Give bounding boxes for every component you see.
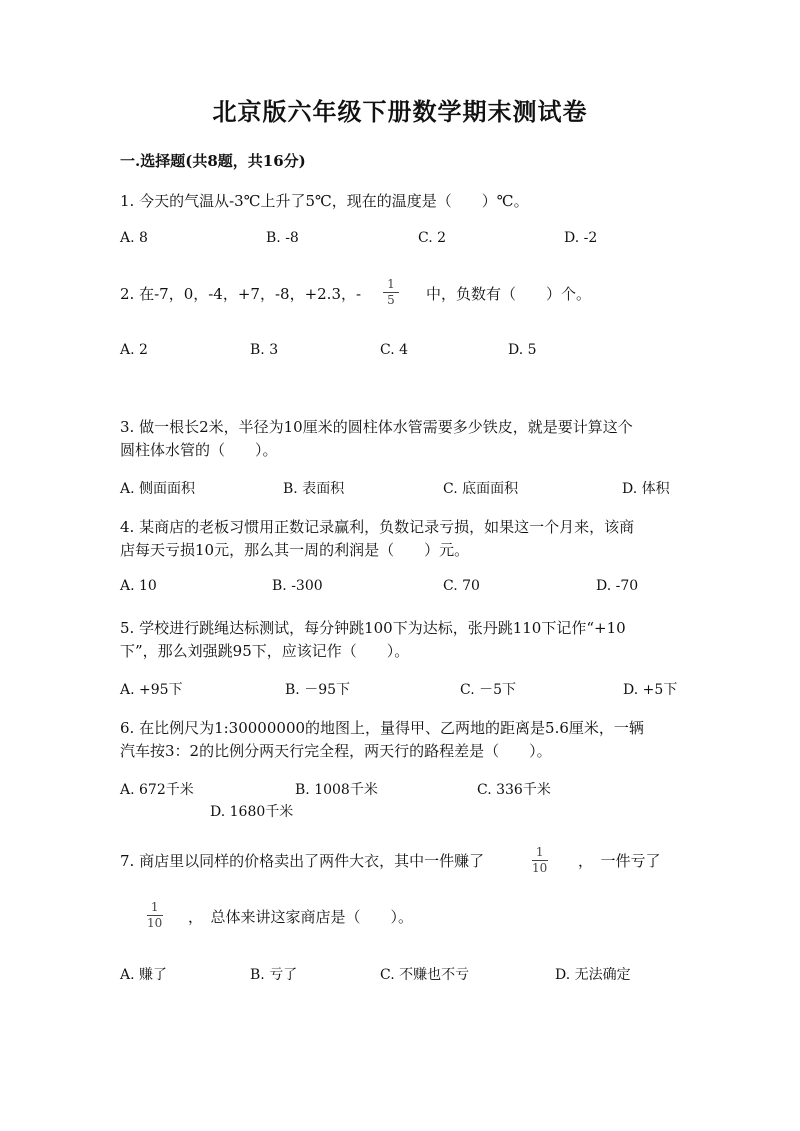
q7-option-c[interactable]: C. 不赚也不亏 [380,967,470,983]
fraction-numerator: 1 [535,845,544,859]
q1-option-d[interactable]: D. -2 [564,230,598,246]
q2-option-a[interactable]: A. 2 [120,342,148,358]
q7-option-b[interactable]: B. 亏了 [250,967,298,983]
question-7-text-middle: ， 一件亏了 [578,852,661,870]
q1-option-c[interactable]: C. 2 [418,230,447,246]
q2-option-c[interactable]: C. 4 [380,342,409,358]
question-6-line-1: 6. 在比例尺为1:30000000的地图上，量得甲、乙两地的距离是5.6厘米，一辆 [120,719,644,737]
question-4-line-1: 4. 某商店的老板习惯用正数记录赢利，负数记录亏损，如果这一个月来，该商 [120,518,635,536]
question-5-line-1: 5. 学校进行跳绳达标测试，每分钟跳100下为达标，张丹跳110下记作“+10 [120,619,626,637]
q2-option-d[interactable]: D. 5 [508,342,537,358]
q5-option-d[interactable]: D. +5下 [623,682,678,698]
question-3-line-2: 圆柱体水管的（ ）。 [120,441,278,459]
q4-option-d[interactable]: D. -70 [596,578,639,594]
q3-option-a[interactable]: A. 侧面面积 [120,481,196,497]
fraction-denominator: 10 [532,861,548,875]
fraction-one-tenth [530,845,549,876]
q6-option-b[interactable]: B. 1008千米 [295,782,378,798]
fraction-denominator: 5 [387,293,395,307]
q3-option-b[interactable]: B. 表面积 [283,481,345,497]
question-3-line-1: 3. 做一根长2米，半径为10厘米的圆柱体水管需要多少铁皮，就是要计算这个 [120,418,633,436]
q7-option-d[interactable]: D. 无法确定 [555,967,631,983]
question-7-text-after: ， 总体来讲这家商店是（ ）。 [188,908,414,926]
question-4-line-2: 店每天亏损10元，那么其一周的利润是（ ）元。 [120,541,470,559]
section-heading: 一.选择题(共8题，共16分) [120,152,306,170]
q5-option-a[interactable]: A. +95下 [120,682,183,698]
fraction-denominator: 10 [147,916,163,930]
q6-option-a[interactable]: A. 672千米 [120,782,194,798]
q3-option-d[interactable]: D. 体积 [622,481,670,497]
q7-option-a[interactable]: A. 赚了 [120,967,168,983]
fraction-numerator: 1 [150,900,159,914]
q2-option-b[interactable]: B. 3 [250,342,279,358]
question-7-text-before: 7. 商店里以同样的价格卖出了两件大衣，其中一件赚了 [120,852,485,870]
q6-option-d[interactable]: D. 1680千米 [210,804,294,820]
question-1-text: 1. 今天的气温从-3℃上升了5℃，现在的温度是（ ）℃。 [120,192,529,210]
q6-option-c[interactable]: C. 336千米 [477,782,551,798]
fraction-one-tenth-second [145,900,164,931]
q1-option-a[interactable]: A. 8 [120,230,148,246]
q4-option-a[interactable]: A. 10 [120,578,157,594]
question-5-line-2: 下”，那么刘强跳95下，应该记作（ ）。 [120,642,410,660]
q4-option-c[interactable]: C. 70 [443,578,480,594]
fraction-one-fifth [383,277,399,308]
q1-option-b[interactable]: B. -8 [266,230,299,246]
question-2-text-before: 2. 在-7，0，-4，+7，-8，+2.3，- [120,285,362,303]
question-2-text-after: 中，负数有（ ）个。 [426,285,592,303]
fraction-numerator: 1 [387,277,395,291]
page-title: 北京版六年级下册数学期末测试卷 [212,97,588,126]
q4-option-b[interactable]: B. -300 [272,578,323,594]
question-6-line-2: 汽车按3：2的比例分两天行完全程，两天行的路程差是（ ）。 [120,742,552,760]
q5-option-b[interactable]: B. －95下 [285,682,351,698]
q5-option-c[interactable]: C. －5下 [460,682,517,698]
q3-option-c[interactable]: C. 底面面积 [443,481,519,497]
